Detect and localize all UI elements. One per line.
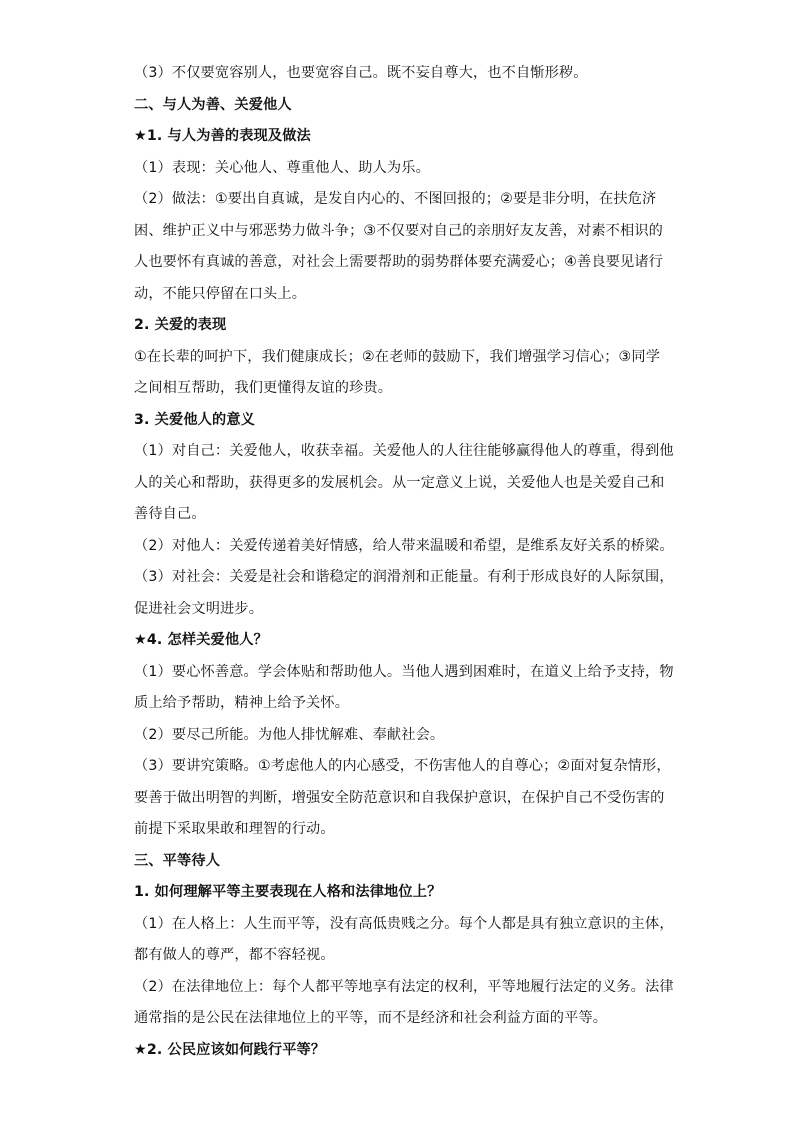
paragraph-line: （3）不仅要宽容别人，也要宽容自己。既不妄自尊大，也不自惭形秽。 <box>134 65 588 81</box>
paragraph-line: 人的关心和帮助，获得更多的发展机会。从一定意义上说，关爱他人也是关爱自己和 <box>134 474 665 491</box>
paragraph-line: ①在长辈的呵护下，我们健康成长；②在老师的鼓励下，我们增强学习信心；③同学 <box>134 348 661 365</box>
paragraph-line: 动，不能只停留在口头上。 <box>134 285 307 302</box>
paragraph-line: 人也要怀有真诚的善意，对社会上需要帮助的弱势群体要充满爱心；④善良要见诸行 <box>134 254 664 270</box>
paragraph-line: 前提下采取果敢和理智的行动。 <box>134 821 335 837</box>
paragraph-line: （3）要讲究策略。①考虑他人的内心感受，不伤害他人的自尊心；②面对复杂情形， <box>134 758 671 774</box>
section-heading: 二、与人为善、关爱他人 <box>134 96 292 113</box>
subsection-heading: ★4. 怎样关爱他人？ <box>134 632 268 648</box>
document-page <box>134 58 674 1066</box>
paragraph-line: 促进社会文明进步。 <box>134 600 264 617</box>
paragraph-line: （1）要心怀善意。学会体贴和帮助他人。当他人遇到困难时，在道义上给予支持，物 <box>134 663 674 680</box>
paragraph-line: 要善于做出明智的判断，增强安全防范意识和自我保护意识，在保护自己不受伤害的 <box>134 789 665 806</box>
paragraph-line: 都有做人的尊严，都不容轻视。 <box>134 947 335 963</box>
paragraph-line: 质上给予帮助，精神上给予关怀。 <box>134 695 350 711</box>
subsection-heading: ★2. 公民应该如何践行平等？ <box>134 1041 326 1058</box>
paragraph-line: （2）要尽己所能。为他人排忧解难、奉献社会。 <box>134 726 445 743</box>
subsection-heading: 3. 关爱他人的意义 <box>134 411 256 428</box>
paragraph-line: 困、维护正义中与邪恶势力做斗争；③不仅要对自己的亲朋好友友善，对素不相识的 <box>134 222 664 239</box>
subsection-heading: 1. 如何理解平等主要表现在人格和法律地位上？ <box>134 884 442 900</box>
paragraph-line: （2）对他人：关爱传递着美好情感，给人带来温暖和希望，是维系友好关系的桥梁。 <box>134 537 674 554</box>
paragraph-line: 善待自己。 <box>134 506 206 522</box>
paragraph-line: 通常指的是公民在法律地位上的平等，而不是经济和社会利益方面的平等。 <box>134 1010 608 1026</box>
paragraph-line: （2）在法律地位上：每个人都平等地享有法定的权利，平等地履行法定的义务。法律 <box>134 978 674 995</box>
subsection-heading: ★1. 与人为善的表现及做法 <box>134 128 311 144</box>
paragraph-line: （1）表现：关心他人、尊重他人、助人为乐。 <box>134 159 430 176</box>
paragraph-line: （3）对社会：关爱是社会和谐稳定的润滑剂和正能量。有利于形成良好的人际氛围， <box>134 569 674 585</box>
paragraph-line: （2）做法：①要出自真诚，是发自内心的、不图回报的；②要是非分明，在扶危济 <box>134 191 657 207</box>
section-heading: 三、平等待人 <box>134 852 221 869</box>
subsection-heading: 2. 关爱的表现 <box>134 317 227 333</box>
paragraph-line: （1）对自己：关爱他人，收获幸福。关爱他人的人往往能够赢得他人的尊重，得到他 <box>134 443 674 459</box>
paragraph-line: （1）在人格上：人生而平等，没有高低贵贱之分。每个人都是具有独立意识的主体， <box>134 915 674 932</box>
paragraph-line: 之间相互帮助，我们更懂得友谊的珍贵。 <box>134 380 393 396</box>
